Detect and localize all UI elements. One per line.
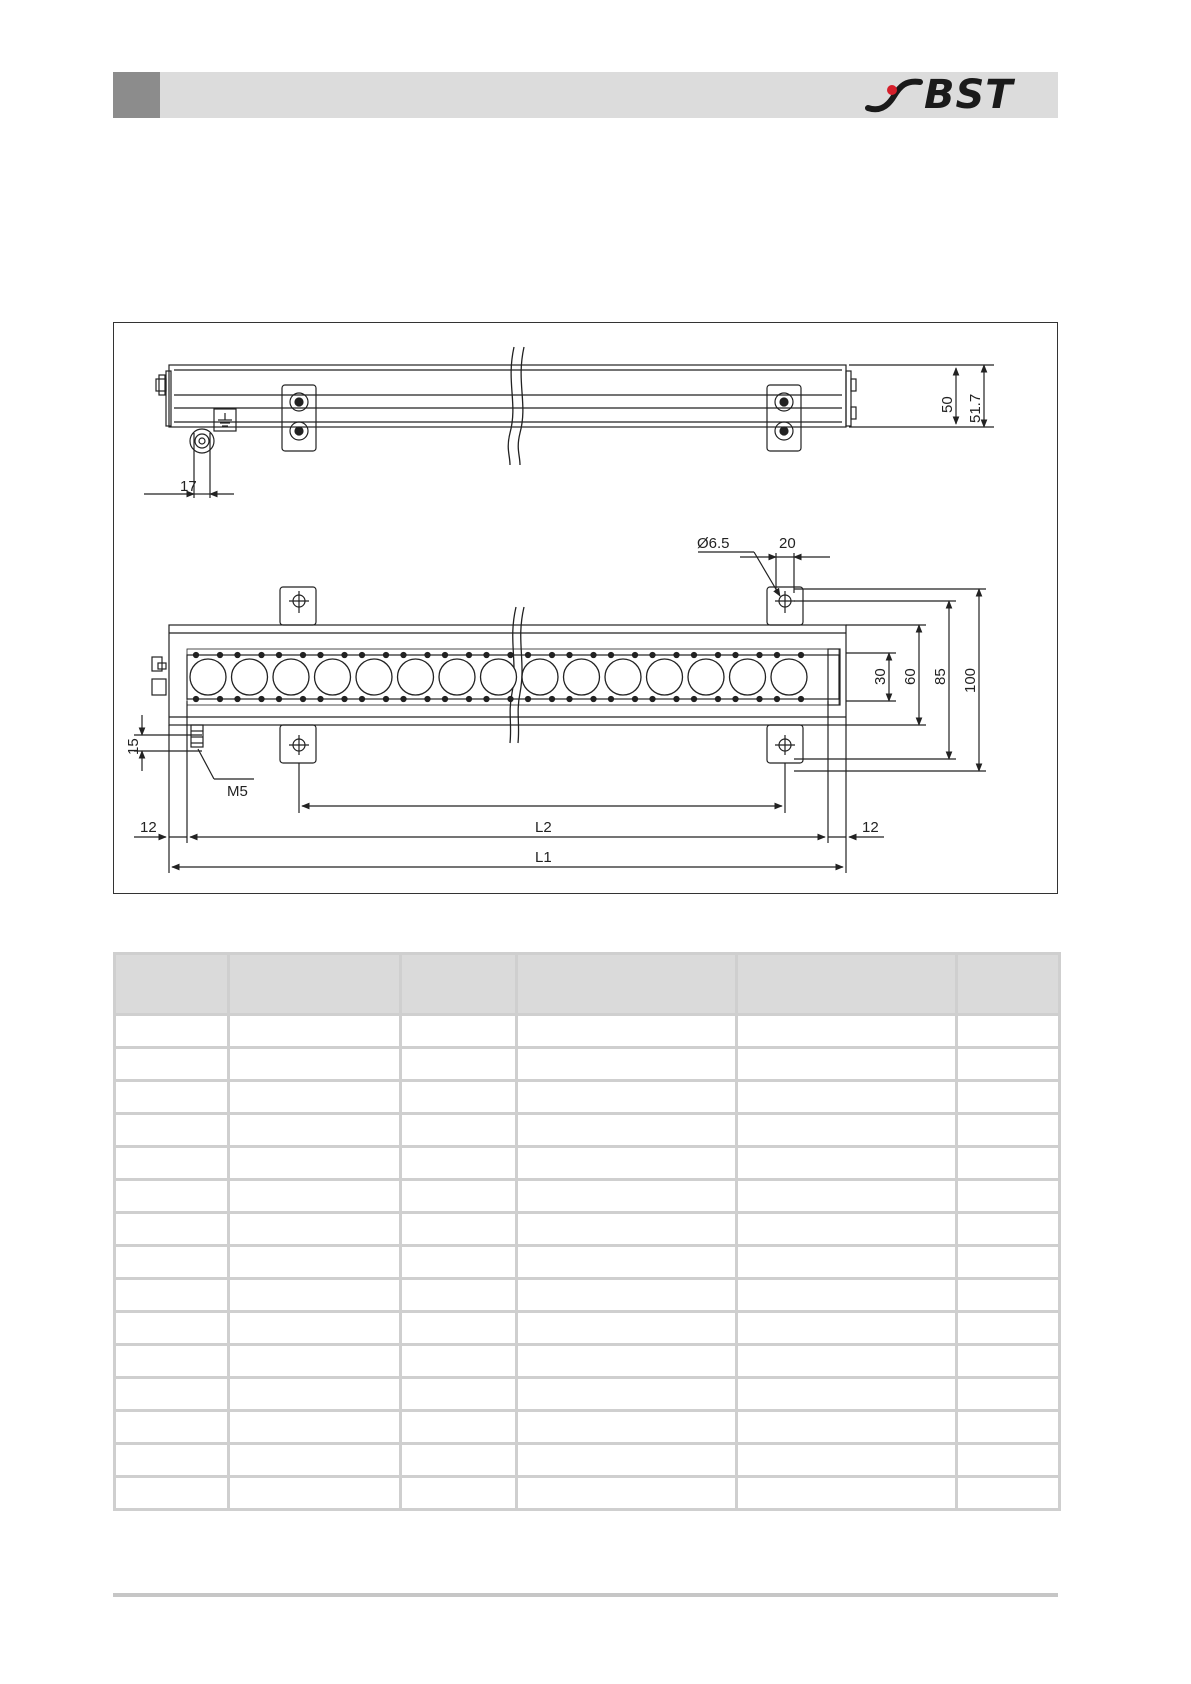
table-cell [115,1114,229,1147]
table-header-cell [229,954,401,1015]
table-row [115,1312,1060,1345]
logo-text: BST [924,72,1014,118]
table-cell [737,1114,957,1147]
screw-dot [384,653,389,658]
dim-12-right: 12 [862,819,879,836]
screw-dot [467,653,472,658]
technical-drawing [113,322,1058,894]
dim-l1: L1 [535,849,552,866]
table-cell [401,1147,517,1180]
table-row [115,1411,1060,1444]
screw-dot [799,653,804,658]
table-cell [517,1114,737,1147]
screw-dot [259,653,264,658]
screw-dot [567,697,572,702]
dim-12-left: 12 [140,819,157,836]
table-cell [115,1444,229,1477]
sensor-circle [481,659,517,695]
table-cell [401,1081,517,1114]
table-cell [957,1081,1060,1114]
screw-dot [591,653,596,658]
table-cell [517,1477,737,1510]
table-cell [737,1015,957,1048]
dim-l2: L2 [535,819,552,836]
screw-dot [508,653,513,658]
table-cell [401,1246,517,1279]
table-cell [957,1246,1060,1279]
table-header-cell [115,954,229,1015]
table-cell [401,1213,517,1246]
table-cell [115,1048,229,1081]
table-row [115,1147,1060,1180]
table-cell [115,1246,229,1279]
table-cell [115,1345,229,1378]
screw-dot [318,697,323,702]
screw-dot [775,697,780,702]
table-cell [517,1246,737,1279]
logo-swoosh-icon [862,76,932,116]
sensor-array [190,653,807,702]
table-cell [737,1048,957,1081]
table-cell [401,1312,517,1345]
screw-dot [194,653,199,658]
sensor-circle [647,659,683,695]
table-cell [401,1378,517,1411]
screw-dot [277,697,282,702]
dim-100: 100 [962,667,979,693]
table-row [115,1345,1060,1378]
footer-rule [113,1593,1058,1597]
table-cell [229,1477,401,1510]
screw-dot [218,653,223,658]
screw-dot [218,697,223,702]
screw-dot [360,697,365,702]
table-cell [115,1180,229,1213]
dim-diameter: Ø6.5 [697,535,730,552]
table-cell [957,1279,1060,1312]
screw-dot [277,653,282,658]
table-cell [115,1378,229,1411]
table-cell [737,1477,957,1510]
screw-dot [757,697,762,702]
screw-dot [301,697,306,702]
table-cell [229,1213,401,1246]
table-cell [957,1213,1060,1246]
table-cell [401,1444,517,1477]
table-cell [957,1048,1060,1081]
table-cell [115,1015,229,1048]
screw-dot [235,653,240,658]
table-cell [401,1345,517,1378]
table-cell [401,1015,517,1048]
table-row [115,1180,1060,1213]
table-cell [401,1279,517,1312]
screw-dot [692,697,697,702]
table-cell [229,1411,401,1444]
table-cell [957,1015,1060,1048]
screw-dot [360,653,365,658]
screw-dot [633,653,638,658]
dim-15: 15 [125,738,142,755]
table-cell [957,1180,1060,1213]
header-block [113,72,160,118]
dim-60: 60 [902,668,919,685]
screw-dot [799,697,804,702]
table-cell [517,1279,737,1312]
screw-dot [425,653,430,658]
table-cell [115,1147,229,1180]
table-cell [957,1444,1060,1477]
screw-dot [425,697,430,702]
table-cell [229,1015,401,1048]
table-row [115,1114,1060,1147]
sensor-circle [232,659,268,695]
table-cell [229,1444,401,1477]
table-cell [115,1312,229,1345]
table-header-cell [401,954,517,1015]
table-cell [737,1378,957,1411]
table-row [115,1444,1060,1477]
dim-30: 30 [872,668,889,685]
table-cell [229,1345,401,1378]
dim-85: 85 [932,668,949,685]
screw-dot [526,697,531,702]
table-row [115,1213,1060,1246]
screw-dot [550,653,555,658]
screw-dot [342,653,347,658]
table-cell [957,1378,1060,1411]
screw-dot [674,653,679,658]
sensor-circle [522,659,558,695]
dim-50: 50 [939,396,956,413]
table-cell [737,1147,957,1180]
sensor-circle [439,659,475,695]
screw-dot [401,697,406,702]
table-header-cell [737,954,957,1015]
table-row [115,1477,1060,1510]
specification-table [113,952,1061,1511]
screw-dot [259,697,264,702]
table-cell [737,1312,957,1345]
table-cell [517,1180,737,1213]
table-cell [517,1048,737,1081]
table-cell [737,1444,957,1477]
table-cell [957,1147,1060,1180]
table-cell [229,1114,401,1147]
bst-logo [862,72,1052,118]
table-cell [229,1312,401,1345]
screw-dot [318,653,323,658]
table-cell [957,1114,1060,1147]
screw-dot [484,697,489,702]
dim-51-7: 51.7 [967,393,984,423]
label-m5: M5 [227,783,248,800]
screw-dot [443,697,448,702]
sensor-circle [356,659,392,695]
table-cell [517,1147,737,1180]
screw-dot [757,653,762,658]
table-cell [737,1180,957,1213]
table-cell [229,1048,401,1081]
table-cell [517,1345,737,1378]
table-row [115,1378,1060,1411]
screw-dot [733,653,738,658]
screw-dot [692,653,697,658]
dim-17: 17 [180,478,197,495]
table-cell [229,1081,401,1114]
screw-dot [342,697,347,702]
screw-dot [567,653,572,658]
table-cell [737,1345,957,1378]
screw-dot [674,697,679,702]
table-row [115,1081,1060,1114]
table-cell [229,1180,401,1213]
sensor-circle [771,659,807,695]
sensor-circle [605,659,641,695]
table-cell [517,1378,737,1411]
screw-dot [526,653,531,658]
table-row [115,1279,1060,1312]
sensor-circle [190,659,226,695]
table-cell [401,1477,517,1510]
screw-dot [484,653,489,658]
sensor-circle [564,659,600,695]
table-cell [737,1213,957,1246]
table-cell [401,1114,517,1147]
screw-dot [609,653,614,658]
screw-dot [716,653,721,658]
table-cell [401,1180,517,1213]
table-header-row [115,954,1060,1015]
table-row [115,1048,1060,1081]
table-cell [957,1477,1060,1510]
screw-dot [633,697,638,702]
top-view-profile [169,365,846,427]
table-cell [229,1378,401,1411]
sensor-circle [688,659,724,695]
screw-dot [733,697,738,702]
dimension-drawing [114,323,1059,895]
sensor-circle [273,659,309,695]
table-cell [737,1081,957,1114]
screw-dot [716,697,721,702]
screw-dot [609,697,614,702]
table-cell [115,1081,229,1114]
table-cell [517,1411,737,1444]
dim-20: 20 [779,535,796,552]
table-row [115,1246,1060,1279]
table-header-cell [517,954,737,1015]
table-row [115,1015,1060,1048]
sensor-circle [315,659,351,695]
screw-dot [650,697,655,702]
table-cell [517,1015,737,1048]
screw-dot [194,697,199,702]
sensor-circle [398,659,434,695]
table-cell [957,1312,1060,1345]
screw-dot [235,697,240,702]
table-cell [115,1279,229,1312]
table-header-cell [957,954,1060,1015]
page-header [113,72,1058,118]
table-cell [957,1411,1060,1444]
screw-dot [401,653,406,658]
screw-dot [467,697,472,702]
table-cell [115,1213,229,1246]
table-cell [737,1411,957,1444]
table-cell [517,1444,737,1477]
screw-dot [508,697,513,702]
sensor-circle [730,659,766,695]
table-cell [517,1312,737,1345]
table-cell [401,1048,517,1081]
table-cell [737,1279,957,1312]
table-cell [737,1246,957,1279]
table-cell [517,1213,737,1246]
screw-dot [443,653,448,658]
table-cell [115,1477,229,1510]
screw-dot [650,653,655,658]
table-cell [229,1246,401,1279]
table-cell [115,1411,229,1444]
screw-dot [591,697,596,702]
screw-dot [550,697,555,702]
screw-dot [775,653,780,658]
table-cell [401,1411,517,1444]
screw-dot [384,697,389,702]
table-cell [229,1279,401,1312]
table-cell [957,1345,1060,1378]
table-cell [517,1081,737,1114]
table-cell [229,1147,401,1180]
screw-dot [301,653,306,658]
